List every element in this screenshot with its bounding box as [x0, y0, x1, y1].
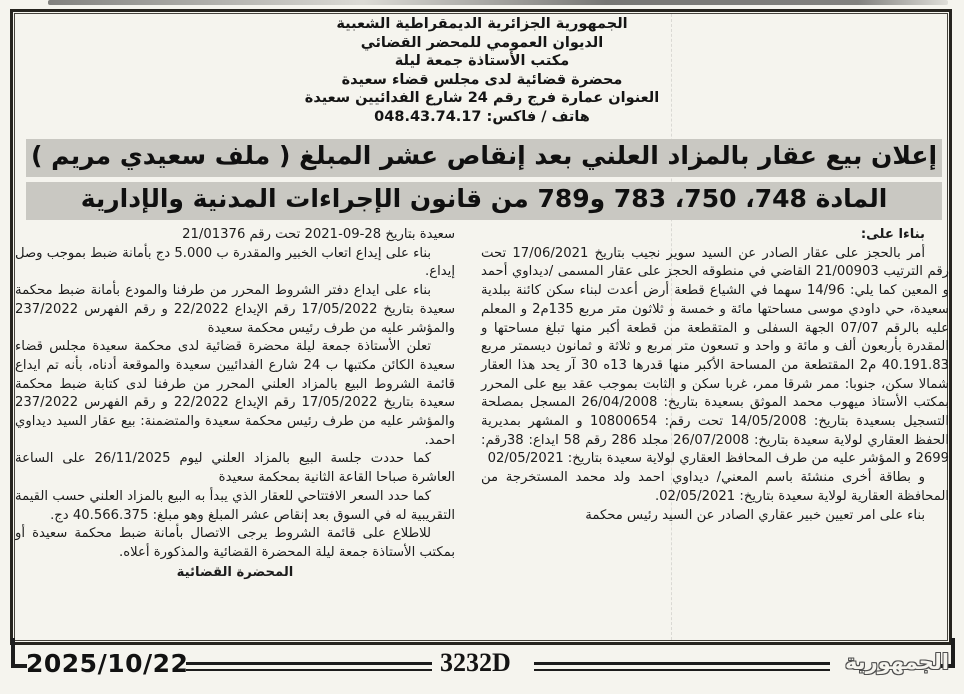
header-line-office: الديوان العمومي للمحضر القضائي — [360, 34, 604, 51]
ad-title — [26, 139, 942, 225]
body-paragraph-opening-price: كما حدد السعر الافتتاحي للعقار الذي يبدأ به البيع بالمزاد العلني حسب القيمة التقريبية له في السوق بعد إنقاص عشر المبلغ وهو مبلغ: 40.566.375 دج. — [15, 488, 455, 523]
header-line-bailiff-name: مكتب الأستاذة جمعة ليلة — [394, 53, 570, 70]
body-column-right — [481, 226, 949, 644]
signature-line: المحضرة القضائية — [176, 564, 294, 580]
publish-date: 2025/10/22 — [26, 649, 189, 678]
footer-divider-rule-left — [186, 662, 432, 671]
office-header — [182, 15, 782, 127]
body-paragraph-seizure-order: أمر بالحجز على عقار الصادر عن السيد سوير نجيب بتاريخ 17/06/2021 تحت رقم الترتيب 21/00903 القاضي في منطوقه الحجز على عقار المسمى /ديداوي أحمد و المعين كما يلي: 14/96 سهما في الشياع قطعة أرض أعدت لبناء سكن كائنة ببلدية سعيدة، حي داودي موسى مساحتها مائة و خمسة و ثلاثون متر مربع 135م2 و المعلم عليه بالرقم 07/07 الجهة السفلى و المتقطعة من قطعة أكبر منها تبلغ مساحتها و المقدرة بأربعون ألف و مائة و واحد و تسعون متر مربع و ثلاثة و ثمانون ديسمتر مربع 40.191.83 م2 المقتطعة من المساحة الأكبر منها قدرها 13ه 30 آر يحد هذا العقار شمالا سكن، جنوبا: ممر شرقا ممر، غربا سكن و الثابت بموجب عقد بيع على المحرر بمكتب الأستاذ ميهوب محمد الموثق بسعيدة بتاريخ: 26/04/2008 المسجل بمصلحة التسجيل بسعيدة بتاريخ: 14/05/2008 تحت رقم: 10800654 و المشهر بمديرية الحفظ العقاري لولاية سعيدة بتاريخ: 26/07/2008 مجلد 286 رقم 58 ايداع: 38رقم: 2699 و المؤشر عليه من طرف المحافظ العقاري لولاية سعيدة بتاريخ: 02/05/2021 — [481, 245, 949, 467]
body-column-left — [15, 226, 455, 644]
header-line-republic: الجمهورية الجزائرية الديمقراطية الشعبية — [336, 16, 628, 32]
body-paragraph-auction-session: كما حددت جلسة البيع بالمزاد العلني ليوم 26/11/2025 على الساعة العاشرة صباحا القاعة الثانية بمحكمة سعيدة — [15, 451, 455, 486]
body-paragraph-expert-fees: بناء على إيداع اتعاب الخبير والمقدرة ب 5.000 دج بأمانة ضبط بموجب وصل إيداع. — [15, 245, 455, 280]
body-paragraph-contact: للاطلاع على قائمة الشروط يرجى الاتصال بأمانة ضبط محكمة سعيدة أو بمكتب الأستاذة جمعة ليلة المحضرة القضائية والمذكورة أعلاه. — [15, 526, 455, 560]
header-line-address: العنوان عمارة فرج رقم 24 شارع الفدائيين سعيدة — [304, 90, 660, 107]
body-paragraph-announcement: تعلن الأستاذة جمعة ليلة محضرة قضائية لدى محكمة سعيدة مجلس قضاء سعيدة الكائن مكتبها ب 24 شارع الفدائيين سعيدة والموقعة أدناه، بأنه تم ايداع قائمة الشروط البيع بالمزاد العلني المحرر من طرفنا لدى كتابة ضبط محكمة سعيدة بتاريخ 17/05/2022 رقم الإيداع 22/2022 و رقم الفهرس 237/2022 والمؤشر عليه من طرف رئيس محكمة سعيدة والمتضمنة: بيع عقار السيد ديداوي احمد. — [15, 339, 456, 448]
body-paragraph-land-card: و بطاقة أخرى منشئة باسم المعني/ ديداوي احمد ولد محمد المستخرجة من المحافظة العقارية لولاية سعيدة بتاريخ: 02/05/2021. — [481, 470, 949, 504]
basis-heading: بناءا على: — [860, 227, 925, 242]
body-paragraph-expert-appointment: بناء على امر تعيين خبير عقاري الصادر عن السيد رئيس محكمة — [585, 507, 925, 523]
header-line-phone-fax: هاتف / فاكس: 048.43.74.17 — [374, 108, 590, 125]
scan-artifact-top-edge — [48, 0, 948, 5]
newspaper-masthead: الجمهورية — [844, 650, 950, 674]
crop-mark-bottom-left — [11, 638, 27, 668]
body-paragraph-conditions-book: بناء على ايداع دفتر الشروط المحرر من طرفنا والمودع بأمانة ضبط محكمة سعيدة بتاريخ 17/05/2022 رقم الإيداع 22/2022 و رقم الفهرس 237/2022 والمؤشر عليه من طرف رئيس محكمة سعيدة — [15, 283, 455, 336]
ad-title-line-1: إعلان بيع عقار بالمزاد العلني بعد إنقاص عشر المبلغ ( ملف سعيدي مريم ) — [26, 139, 942, 177]
ad-body — [15, 226, 949, 644]
ad-title-line-2: المادة 748، 750، 783 و789 من قانون الإجراءات المدنية والإدارية — [26, 182, 942, 220]
header-line-jurisdiction: محضرة قضائية لدى مجلس قضاء سعيدة — [341, 71, 623, 88]
ad-reference-number: 3232D — [440, 648, 511, 677]
body-paragraph-continuation: سعيدة بتاريخ 28-09-2021 تحت رقم 21/01376 — [182, 227, 455, 242]
footer-divider-rule-right — [534, 662, 830, 671]
